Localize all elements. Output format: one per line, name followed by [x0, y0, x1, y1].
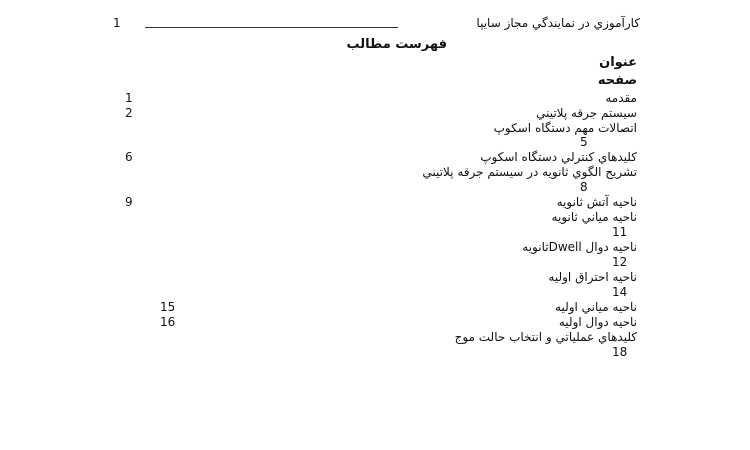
toc-entry-title: تشريح الگوي ثانويه در سيستم جرقه پلاتيني	[422, 165, 637, 179]
header-rule	[145, 27, 398, 28]
toc-entry-title: كليدهاي كنترلي دستگاه اسكوپ	[480, 150, 637, 164]
toc-entry-page: 18	[612, 345, 628, 359]
toc-entry-title: ناحيه احتراق اوليه	[548, 270, 637, 284]
toc-entry-page: 2	[125, 106, 133, 120]
toc-entry-title: ناحيه دوال Dwellثانويه	[522, 240, 637, 254]
toc-title: فهرست مطالب	[346, 37, 447, 52]
toc-entry-page: 1	[125, 91, 133, 105]
toc-entry-page: 9	[125, 195, 133, 209]
toc-column-page-heading: صفحه	[597, 73, 637, 88]
toc-entry-page: 11	[612, 225, 628, 239]
toc-entry-page: 8	[580, 180, 588, 194]
toc-entry-page: 14	[612, 285, 628, 299]
toc-entry-title: سيستم جرقه پلاتيني	[536, 106, 637, 120]
toc-entry-title: اتصالات مهم دستگاه اسكوپ	[493, 121, 637, 135]
toc-entry-title: ناحيه مياني ثانويه	[551, 210, 637, 224]
toc-entry-title: ناحيه دوال اوليه	[558, 315, 637, 329]
toc-entry-title: كليدهاي عملياتي و انتخاب حالت موج	[454, 330, 637, 344]
header-page-number: 1	[113, 16, 121, 30]
toc-column-title-heading: عنوان	[599, 55, 637, 70]
toc-entry-page: 6	[125, 150, 133, 164]
toc-entry-title: مقدمه	[605, 91, 637, 105]
toc-entry-page: 5	[580, 135, 588, 149]
toc-entry-page: 16	[160, 315, 176, 329]
toc-entry-title: ناحيه مياني اوليه	[555, 300, 637, 314]
toc-entry-page: 15	[160, 300, 176, 314]
header-running-title: كارآموزي در نمايندگي مجاز سايپا	[476, 16, 640, 30]
toc-entry-page: 12	[612, 255, 628, 269]
toc-entry-title: ناحيه آتش ثانويه	[556, 195, 637, 209]
